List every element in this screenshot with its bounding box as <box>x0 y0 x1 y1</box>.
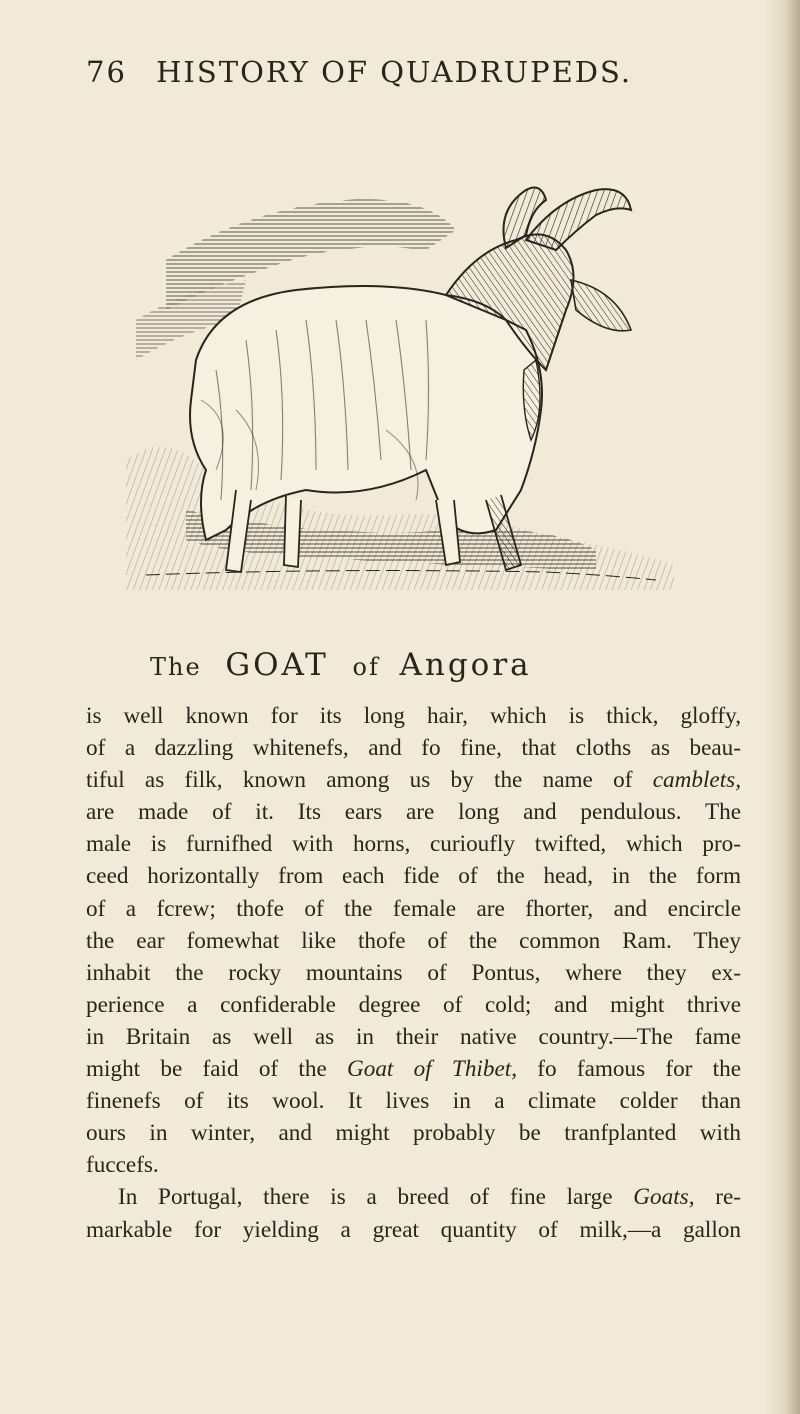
caption-goat: GOAT <box>225 647 329 683</box>
running-header <box>86 52 726 92</box>
text-line: markable for yielding a great quantity of milk,—a gallon <box>86 1216 741 1243</box>
text-line: in Britain as well as in their native country.—The fame <box>86 1023 741 1050</box>
body-text <box>86 700 741 1246</box>
text-line-segment: fo famous for the <box>517 1056 741 1083</box>
text-line: fuccefs. <box>86 1152 159 1179</box>
italic-term: Goats, <box>633 1184 695 1211</box>
text-line: the ear fomewhat like thofe of the common Ram. They <box>86 927 741 954</box>
text-line <box>86 1053 741 1085</box>
text-line: of a fcrew; thofe of the female are fhorter, and encircle <box>86 895 741 922</box>
text-line: ours in winter, and might probably be tranfplanted with <box>86 1120 741 1147</box>
text-line-segment: re- <box>694 1184 741 1211</box>
text-line: are made of it. Its ears are long and pendulous. The <box>86 799 741 826</box>
figure-caption <box>150 648 670 684</box>
page-number: 76 <box>86 55 127 89</box>
text-line: ceed horizontally from each fide of the head, in the form <box>86 863 741 890</box>
caption-of: of <box>352 653 380 681</box>
text-line-segment: In Portugal, there is a breed of fine large <box>118 1184 634 1211</box>
text-line: inhabit the rocky mountains of Pontus, where they ex- <box>86 959 741 986</box>
text-line: finenefs of its wool. It lives in a climate colder than <box>86 1088 741 1115</box>
caption-the: The <box>150 653 202 681</box>
text-line-segment: might be faid of the <box>86 1056 347 1083</box>
running-title: HISTORY OF QUADRUPEDS. <box>156 55 633 89</box>
page-edge-shadow <box>766 0 800 1414</box>
text-line-segment: tiful as filk, known among us by the name of <box>86 767 653 794</box>
caption-angora: Angora <box>399 647 532 683</box>
text-line <box>86 764 741 796</box>
goat-engraving-illustration <box>126 170 674 602</box>
text-line: is well known for its long hair, which is thick, gloffy, <box>86 703 741 729</box>
goat-engraving <box>126 170 674 602</box>
text-line: male is furnifhed with horns, curioufly twifted, which pro- <box>86 831 741 858</box>
text-line: perience a confiderable degree of cold; and might thrive <box>86 991 741 1018</box>
text-line <box>86 1181 741 1213</box>
italic-term: Goat of Thibet, <box>347 1056 517 1083</box>
text-line: of a dazzling whitenefs, and fo fine, that cloths as beau- <box>86 735 741 762</box>
italic-term: camblets, <box>652 767 741 794</box>
